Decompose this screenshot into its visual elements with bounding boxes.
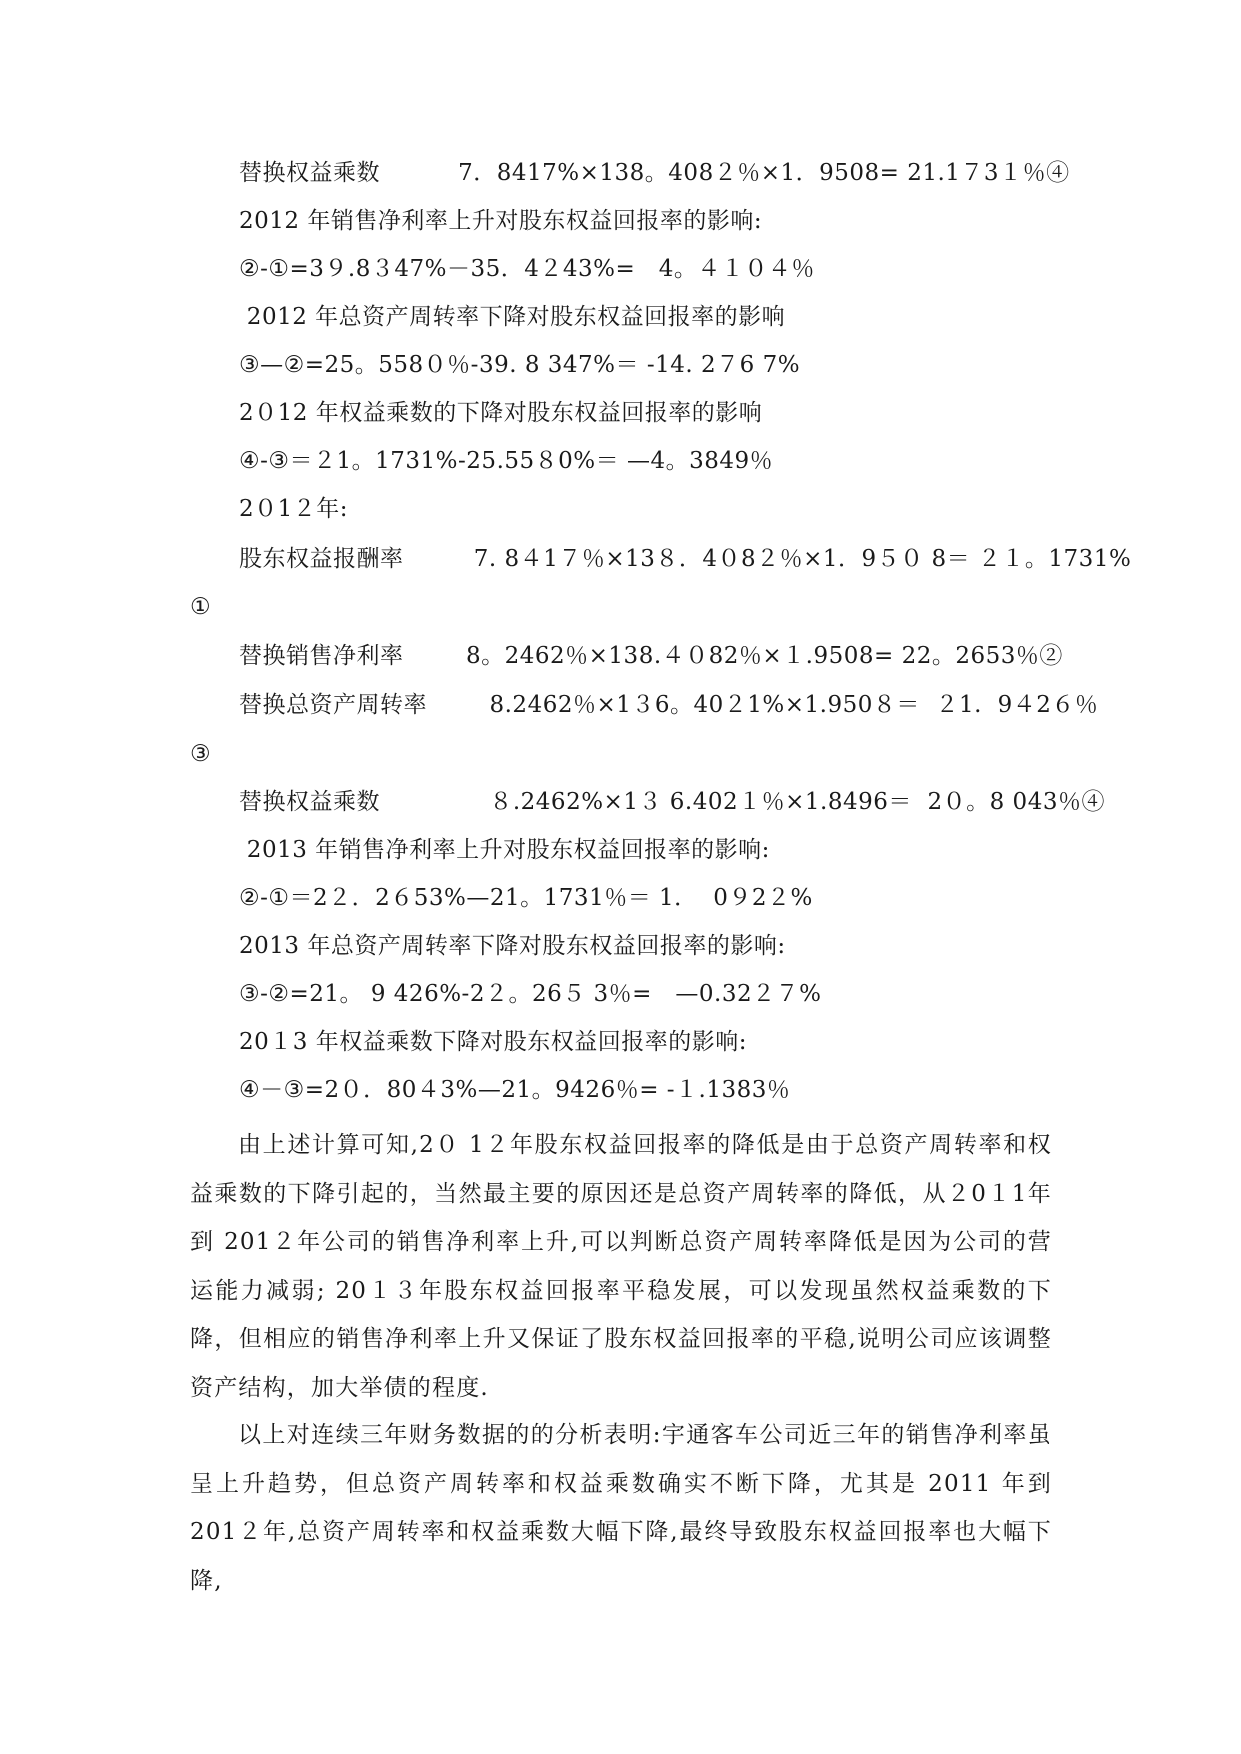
formula-line-substitute-asset-turnover: 替换总资产周转率 8.2462％×1３6。40２1%×1.950８＝ ２1. 9４2６％ xyxy=(239,692,1099,718)
formula-line-2013-net-margin-diff: ②-①＝2２．2６53%—21。1731％＝ 1． 0９2２% xyxy=(239,885,813,911)
formula-marker-1: ① xyxy=(190,594,212,620)
summary-paragraph: 以上对连续三年财务数据的的分析表明:宇通客车公司近三年的销售净利率虽呈上升趋势，但总资产周转率和权益乘数确实不断下降，尤其是 2011 年到 201２年,总资产周转率和权益乘数大幅下降,最终导致股东权益回报率也大幅下降, xyxy=(190,1422,1052,1594)
formula-line-2013-asset-turnover-diff: ③-②=21。 9 426%-2２。26５ 3％= —0.32２７% xyxy=(239,981,822,1007)
formula-line-2012-equity-multiplier-diff: ④-③＝２1。1731%-25.55８0%＝ —4。3849％ xyxy=(239,448,774,474)
formula-line-substitute-net-margin: 替换销售净利率 8。2462％×138.４０82％×１.9508= 22。2653％② xyxy=(239,643,1063,669)
heading-2012-equity-multiplier-effect: 2０12 年权益乘数的下降对股东权益回报率的影响 xyxy=(239,400,763,426)
formula-line-2012-net-margin-diff: ②-①=3９.8３47%－35．4２43%= 4。４１０４％ xyxy=(239,256,815,282)
heading-2013-asset-turnover-effect: 2013 年总资产周转率下降对股东权益回报率的影响: xyxy=(239,933,786,959)
heading-2012-asset-turnover-effect: 2012 年总资产周转率下降对股东权益回报率的影响 xyxy=(239,304,786,330)
formula-line-roe-2012: 股东权益报酬率 7. 8４1７％×13８．4０8２％×1．9５０ 8＝ ２１。1731% xyxy=(239,546,1132,572)
formula-line-substitute-equity-multiplier: 替换权益乘数 7．8417%×138。408２％×1．9508= 21.1７3１％④ xyxy=(239,160,1070,186)
heading-2012-net-margin-effect: 2012 年销售净利率上升对股东权益回报率的影响: xyxy=(239,208,763,234)
conclusion-paragraph: 由上述计算可知,2０ 1２年股东权益回报率的降低是由于总资产周转率和权益乘数的下降引起的，当然最主要的原因还是总资产周转率的降低，从２0１1年到 201２年公司的销售净利率上升,可以判断总资产周转率降低是因为公司的营运能力减弱; 20１３年股东权益回报率平稳发展，可以发现虽然权益乘数的下降，但相应的销售净利率上升又保证了股东权益回报率的平稳,说明公司应该调整资产结构，加大举债的程度. xyxy=(190,1132,1052,1401)
heading-2013-equity-multiplier-effect: 20１3 年权益乘数下降对股东权益回报率的影响: xyxy=(239,1029,747,1055)
formula-line-2012-asset-turnover-diff: ③—②=25。558０％-39. 8 347%＝ -14. 2７6 7% xyxy=(239,352,801,378)
formula-line-substitute-equity-multiplier-2: 替换权益乘数 ８.2462%×1３ 6.402１％×1.8496＝ 2０。8 043％④ xyxy=(239,789,1105,815)
heading-2013-net-margin-effect: 2013 年销售净利率上升对股东权益回报率的影响: xyxy=(239,837,770,863)
year-heading-2012: 2０1２年: xyxy=(239,496,349,522)
formula-line-2013-equity-multiplier-diff: ④－③=2０．80４3%—21。9426％= -１.1383％ xyxy=(239,1077,791,1103)
formula-marker-3: ③ xyxy=(190,741,212,767)
